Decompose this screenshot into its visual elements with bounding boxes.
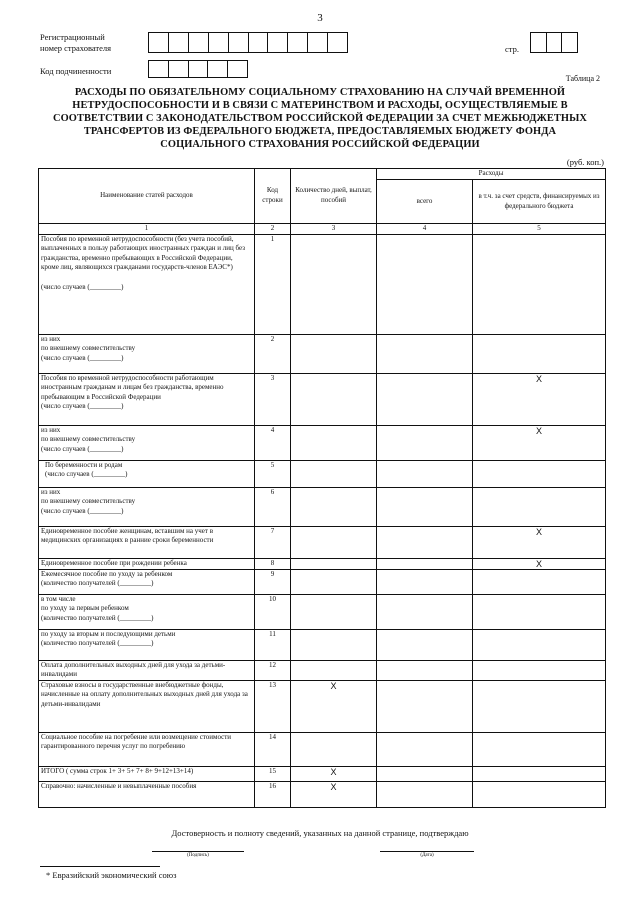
char-box[interactable] [149, 33, 169, 52]
cell-total[interactable] [377, 680, 473, 732]
row-name-text: в том числе по уходу за первым ребенком (количество получателей (_________) [41, 594, 154, 622]
cell-count[interactable] [291, 234, 377, 334]
x-mark: X [330, 766, 337, 777]
row-code: 16 [255, 781, 291, 807]
table-row [39, 594, 606, 629]
cell-count[interactable] [291, 680, 377, 732]
row-name [39, 334, 255, 373]
cell-federal[interactable] [473, 558, 606, 569]
row-name-text: из них по внешнему совместительству (число случаев (_________) [41, 487, 136, 515]
row-name-text: Социальное пособие на погребение или возмещение стоимости гарантированного перечня услуг по погребению [41, 732, 232, 751]
subordination-code-boxes[interactable] [148, 60, 248, 78]
row-code: 5 [255, 460, 291, 487]
cell-count[interactable] [291, 425, 377, 460]
table-row [39, 680, 606, 732]
cell-total[interactable] [377, 234, 473, 334]
char-box[interactable] [547, 33, 563, 52]
row-name [39, 373, 255, 425]
cell-count[interactable] [291, 732, 377, 766]
row-name [39, 234, 255, 334]
expenses-table [38, 168, 606, 808]
cell-total[interactable] [377, 766, 473, 781]
char-box[interactable] [209, 33, 229, 52]
row-code: 7 [255, 526, 291, 558]
row-name [39, 594, 255, 629]
row-code: 12 [255, 660, 291, 680]
units-label: (руб. коп.) [566, 157, 604, 167]
cell-federal[interactable] [473, 594, 606, 629]
cell-federal[interactable] [473, 234, 606, 334]
table-row [39, 373, 606, 425]
char-box[interactable] [228, 61, 247, 77]
cell-total[interactable] [377, 629, 473, 660]
x-mark: X [535, 558, 542, 569]
cell-total[interactable] [377, 487, 473, 526]
row-name-text: Единовременное пособие при рождении ребенка [41, 558, 187, 567]
cell-total[interactable] [377, 569, 473, 594]
char-box[interactable] [189, 61, 209, 77]
row-name [39, 569, 255, 594]
footnote-divider [40, 866, 160, 867]
column-number: 2 [255, 224, 291, 235]
cell-federal[interactable] [473, 526, 606, 558]
cell-federal[interactable] [473, 732, 606, 766]
row-name [39, 766, 255, 781]
char-box[interactable] [531, 33, 547, 52]
row-name-text: Страховые взносы в государственные внебюджетные фонды, начисленные на оплату дополнительных выходных дней для ухода за детьми-инвалидами [41, 680, 248, 708]
table-row [39, 629, 606, 660]
row-name [39, 629, 255, 660]
x-mark: X [535, 373, 542, 384]
cell-total[interactable] [377, 334, 473, 373]
cell-total[interactable] [377, 732, 473, 766]
cell-count[interactable] [291, 373, 377, 425]
row-name [39, 425, 255, 460]
cell-federal[interactable] [473, 334, 606, 373]
cell-total[interactable] [377, 425, 473, 460]
x-mark: X [330, 680, 337, 691]
subordination-code-label: Код подчиненности [40, 66, 112, 76]
table-row [39, 732, 606, 766]
row-name-text: из них по внешнему совместительству (число случаев (_________) [41, 334, 136, 362]
row-name [39, 680, 255, 732]
row-name [39, 660, 255, 680]
cell-total[interactable] [377, 594, 473, 629]
cell-federal[interactable] [473, 460, 606, 487]
column-header-code: Код строки [255, 169, 291, 224]
char-box[interactable] [169, 61, 189, 77]
table-row [39, 460, 606, 487]
char-box[interactable] [249, 33, 269, 52]
column-header-name: Наименование статей расходов [39, 169, 255, 224]
table-row [39, 558, 606, 569]
cell-federal[interactable] [473, 487, 606, 526]
row-name-text: ИТОГО ( сумма строк 1+ 3+ 5+ 7+ 8+ 9+12+13+14) [41, 766, 194, 775]
cell-federal[interactable] [473, 680, 606, 732]
column-header-total: всего [377, 180, 473, 224]
row-name-text: Пособия по временной нетрудоспособности (без учета пособий, выплаченных в пользу работающих иностранных граждан и лиц без гражданства, временно пребывающих в Российской Федерации, кроме лиц, являющихся гражданами государств-членов ЕАЭС*) (число случаев (_________) [41, 234, 245, 291]
row-code: 14 [255, 732, 291, 766]
cell-federal[interactable] [473, 781, 606, 807]
cell-count[interactable] [291, 781, 377, 807]
table-row [39, 234, 606, 334]
row-name [39, 781, 255, 807]
char-box[interactable] [268, 33, 288, 52]
char-box[interactable] [229, 33, 249, 52]
row-code: 6 [255, 487, 291, 526]
row-code: 11 [255, 629, 291, 660]
table-row [39, 526, 606, 558]
column-header-count: Количество дней, выплат, пособий [291, 169, 377, 224]
reg-number-boxes[interactable] [148, 32, 348, 53]
char-box[interactable] [308, 33, 328, 52]
page-field-label: стр. [505, 44, 519, 54]
cell-count[interactable] [291, 460, 377, 487]
cell-count[interactable] [291, 660, 377, 680]
column-header-expenses: Расходы [377, 169, 606, 180]
row-code: 3 [255, 373, 291, 425]
char-box[interactable] [208, 61, 228, 77]
page-number: 3 [317, 12, 323, 24]
row-code: 9 [255, 569, 291, 594]
row-code: 8 [255, 558, 291, 569]
cell-count[interactable] [291, 487, 377, 526]
date-caption: (Дата) [420, 853, 434, 858]
char-box[interactable] [169, 33, 189, 52]
confirmation-text: Достоверность и полноту сведений, указанных на данной странице, подтверждаю [171, 828, 469, 838]
cell-count[interactable] [291, 766, 377, 781]
page-title: РАСХОДЫ ПО ОБЯЗАТЕЛЬНОМУ СОЦИАЛЬНОМУ СТРАХОВАНИЮ НА СЛУЧАЙ ВРЕМЕННОЙ НЕТРУДОСПОСОБНОСТИ И В СВЯЗИ С МАТЕРИНСТВОМ И РАСХОДЫ, ОСУЩЕСТВЛЯЕМЫЕ В СООТВЕТСТВИИ С ЗАКОНОДАТЕЛЬСТВОМ РОССИЙСКОЙ ФЕДЕРАЦИИ ЗА СЧЕТ МЕЖБЮДЖЕТНЫХ ТРАНСФЕРТОВ ИЗ ФЕДЕРАЛЬНОГО БЮДЖЕТА, ПРЕДОСТАВЛЯЕМЫХ БЮДЖЕТУ ФОНДА СОЦИАЛЬНОГО СТРАХОВАНИЯ РОССИЙСКОЙ ФЕДЕРАЦИИ [53, 87, 587, 150]
reg-number-label: Регистрационный номер страхователя [40, 32, 112, 53]
footnote: * Евразийский экономический союз [46, 870, 177, 880]
row-name [39, 460, 255, 487]
row-name-text: Единовременное пособие женщинам, вставшим на учет в медицинских организациях в ранние сроки беременности [41, 526, 214, 545]
table-row [39, 487, 606, 526]
x-mark: X [535, 526, 542, 537]
cell-total[interactable] [377, 526, 473, 558]
row-name-text: Справочно: начисленные и невыплаченные пособия [41, 781, 197, 790]
cell-federal[interactable] [473, 373, 606, 425]
signature-caption: (Подпись) [187, 853, 209, 858]
cell-count[interactable] [291, 569, 377, 594]
x-mark: X [535, 425, 542, 436]
cell-federal[interactable] [473, 569, 606, 594]
column-header-federal: в т.ч. за счет средств, финансируемых из федерального бюджета [473, 180, 606, 224]
row-name-text: Ежемесячное пособие по уходу за ребенком (количество получателей (_________) [41, 569, 173, 588]
signature-line[interactable] [152, 851, 244, 852]
page-field-boxes[interactable] [530, 32, 578, 53]
cell-count[interactable] [291, 594, 377, 629]
column-number: 3 [291, 224, 377, 235]
cell-total[interactable] [377, 660, 473, 680]
row-name-text: по уходу за вторым и последующими детьми (количество получателей (_________) [41, 629, 176, 648]
cell-count[interactable] [291, 558, 377, 569]
row-code: 13 [255, 680, 291, 732]
table-row [39, 569, 606, 594]
table-row [39, 660, 606, 680]
cell-total[interactable] [377, 373, 473, 425]
cell-total[interactable] [377, 460, 473, 487]
date-line[interactable] [380, 851, 474, 852]
char-box[interactable] [288, 33, 308, 52]
row-code: 1 [255, 234, 291, 334]
table-row [39, 334, 606, 373]
char-box[interactable] [328, 33, 347, 52]
cell-total[interactable] [377, 558, 473, 569]
column-number: 5 [473, 224, 606, 235]
row-code: 4 [255, 425, 291, 460]
cell-count[interactable] [291, 526, 377, 558]
row-name-text: Пособия по временной нетрудоспособности работающим иностранным гражданам и лицам без гражданства, временно пребывающим в Российской Федерации (число случаев (_________) [41, 373, 224, 411]
x-mark: X [330, 781, 337, 792]
row-name-text: Оплата дополнительных выходных дней для ухода за детьми-инвалидами [41, 660, 226, 679]
row-code: 2 [255, 334, 291, 373]
row-name [39, 732, 255, 766]
table-row [39, 425, 606, 460]
cell-federal[interactable] [473, 425, 606, 460]
column-number: 1 [39, 224, 255, 235]
cell-total[interactable] [377, 781, 473, 807]
row-name [39, 487, 255, 526]
row-code: 15 [255, 766, 291, 781]
column-number-row [39, 224, 606, 235]
char-box[interactable] [149, 61, 169, 77]
char-box[interactable] [562, 33, 577, 52]
row-code: 10 [255, 594, 291, 629]
column-number: 4 [377, 224, 473, 235]
row-name-text: По беременности и родам (число случаев (_________) [45, 460, 128, 479]
cell-count[interactable] [291, 334, 377, 373]
table-row [39, 766, 606, 781]
cell-count[interactable] [291, 629, 377, 660]
row-name [39, 526, 255, 558]
cell-federal[interactable] [473, 660, 606, 680]
row-name [39, 558, 255, 569]
row-name-text: из них по внешнему совместительству (число случаев (_________) [41, 425, 136, 453]
cell-federal[interactable] [473, 629, 606, 660]
cell-federal[interactable] [473, 766, 606, 781]
char-box[interactable] [189, 33, 209, 52]
table-label: Таблица 2 [565, 74, 600, 83]
table-row [39, 781, 606, 807]
